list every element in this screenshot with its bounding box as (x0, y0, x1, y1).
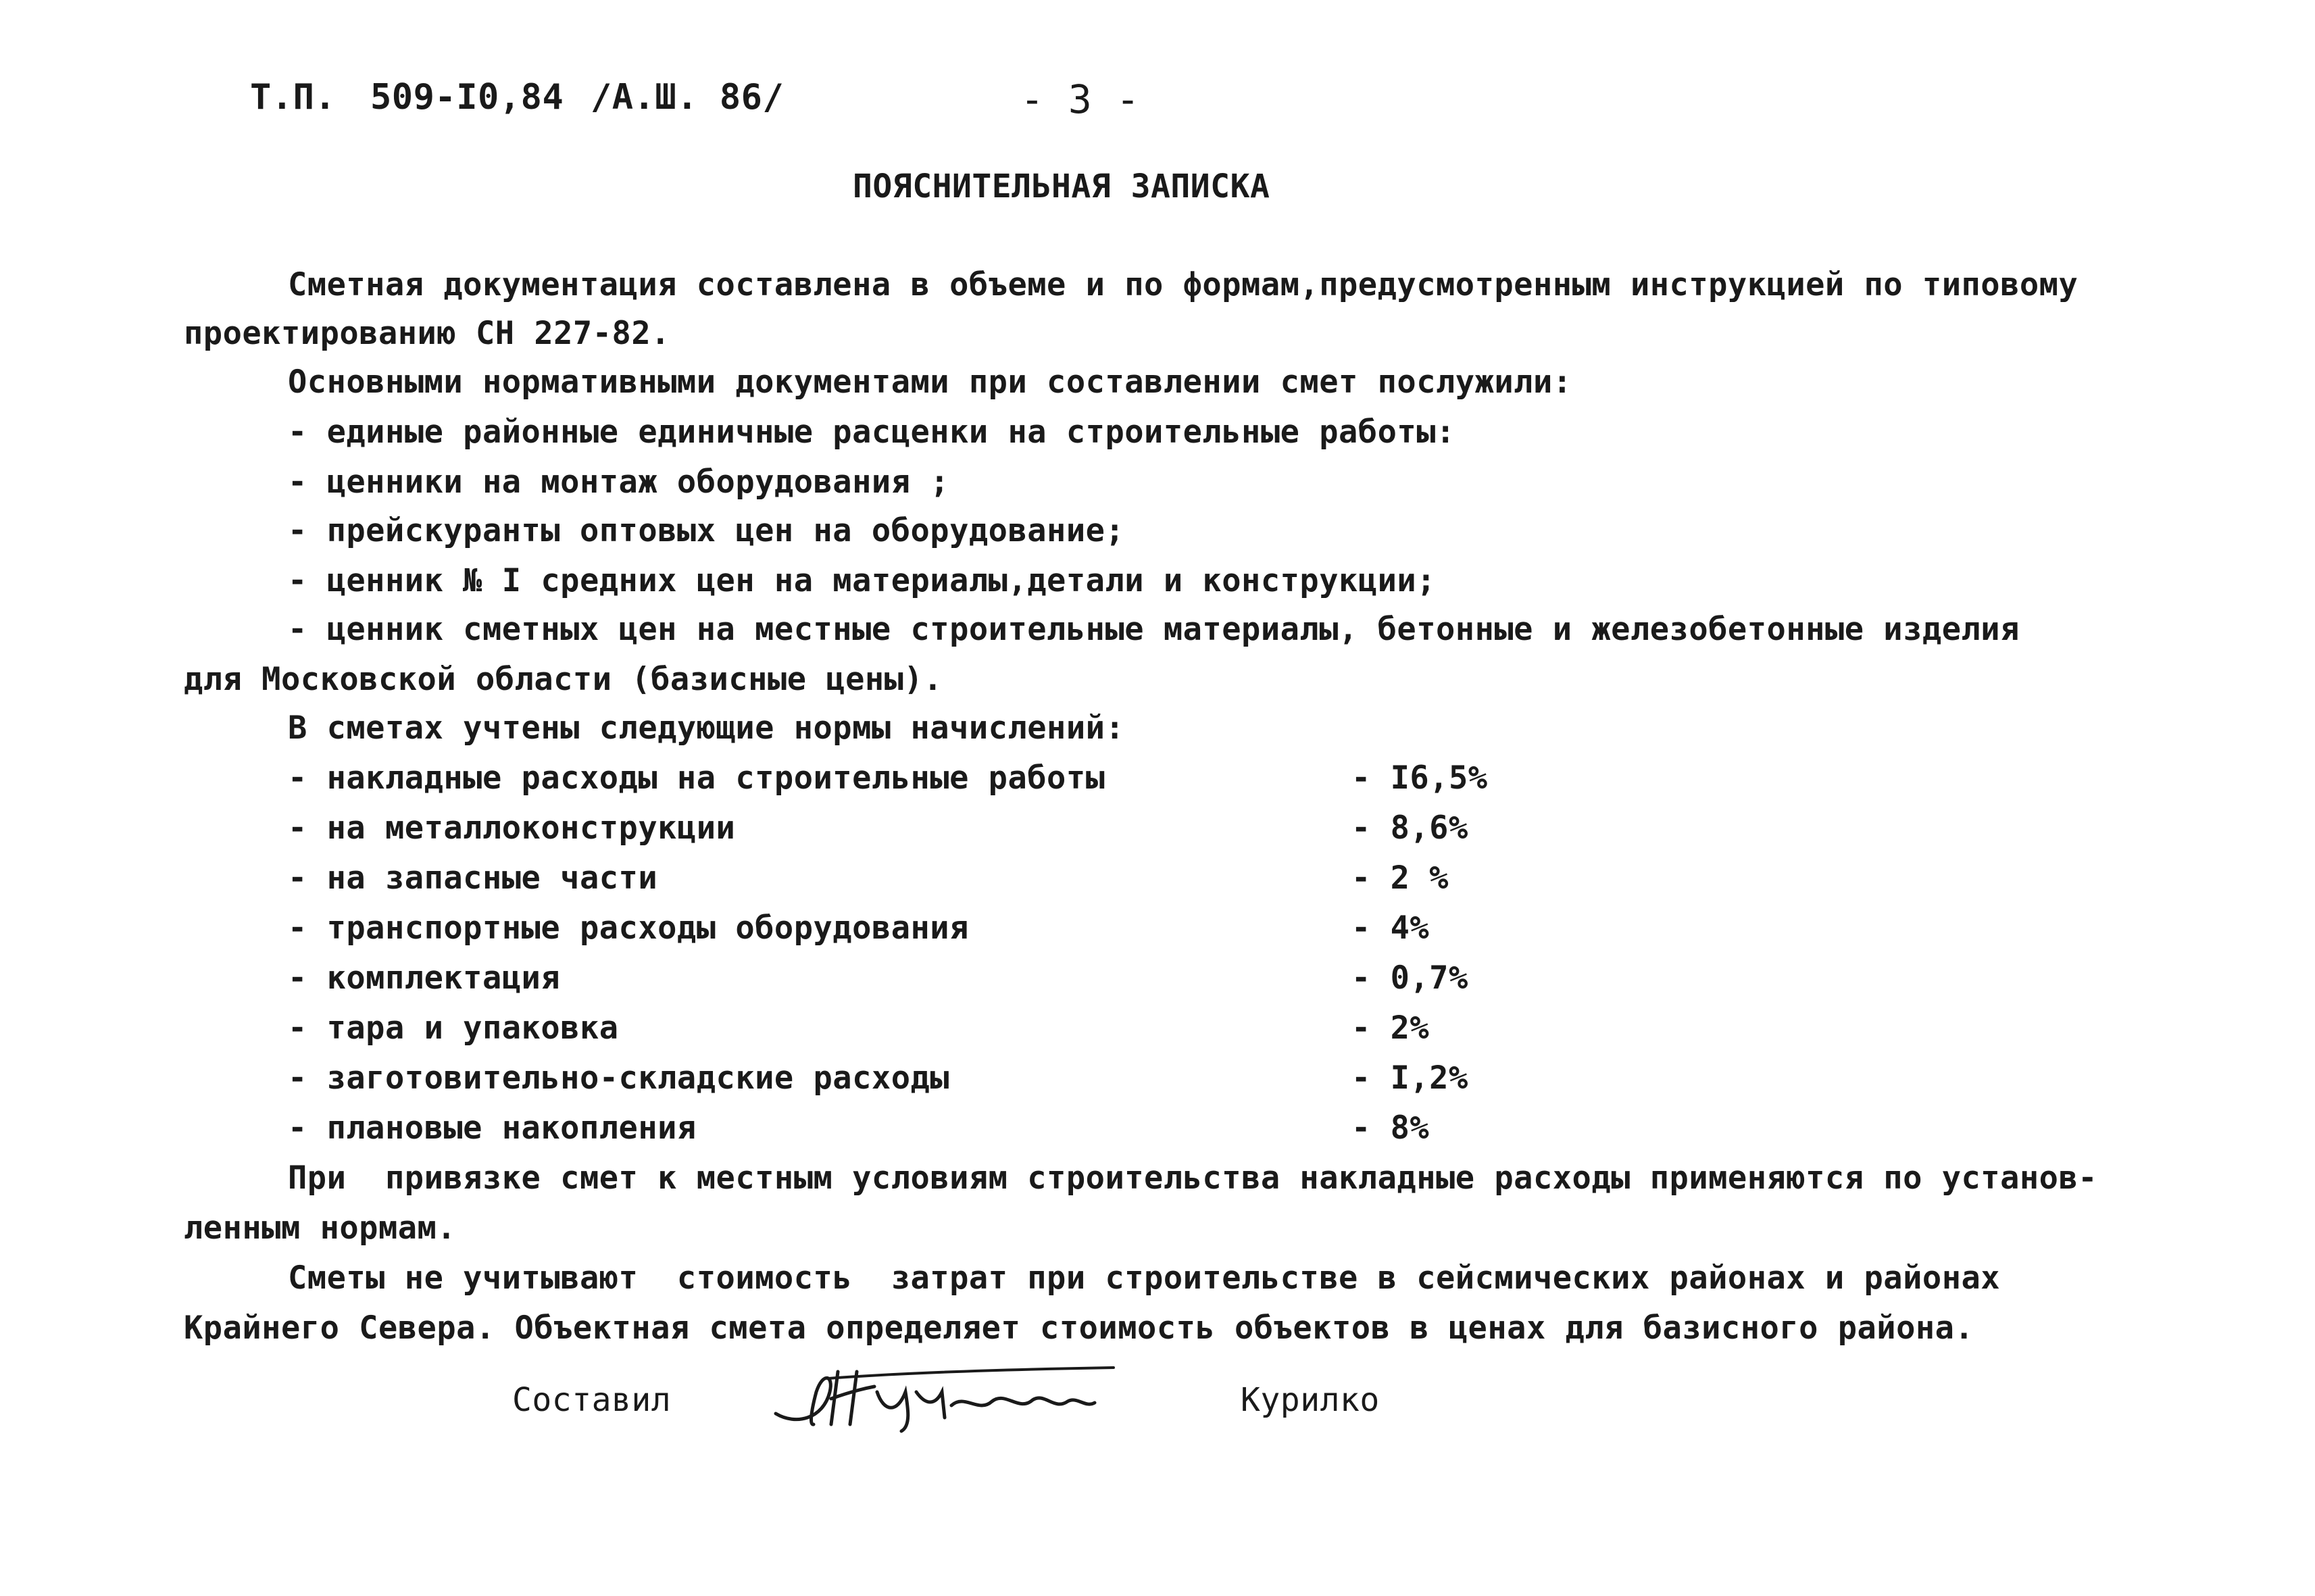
document-list-item: - прейскуранты оптовых цен на оборудование; (288, 512, 1125, 549)
compiled-by-label: Составил (512, 1381, 672, 1419)
document-list-item: - ценники на монтаж оборудования ; (288, 464, 950, 501)
rate-value: - 8,6% (1351, 809, 1468, 847)
compiler-name: Курилко (1241, 1381, 1380, 1419)
document-list-item-continuation: для Московской области (базисные цены). (184, 661, 943, 698)
rate-label: - тара и упаковка (288, 1009, 619, 1047)
paragraph-overhead-line-1: При привязке смет к местным условиям строительства накладные расходы применяются по установ- (288, 1159, 2098, 1197)
rate-value: - 2% (1351, 1009, 1430, 1047)
rate-value: - I6,5% (1351, 759, 1488, 797)
header-number: 509-I0,84 (370, 77, 564, 118)
rate-value: - 4% (1351, 909, 1430, 947)
rate-value: - 2 % (1351, 859, 1449, 897)
document-list-item: - единые районные единичные расценки на строительные работы: (288, 414, 1455, 451)
rate-label: - на металлоконструкции (288, 809, 736, 847)
page-number: - 3 - (1020, 76, 1141, 122)
document-title: ПОЯСНИТЕЛЬНАЯ ЗАПИСКА (853, 168, 1270, 205)
paragraph-rates-intro: В сметах учтены следующие нормы начислений: (288, 709, 1125, 747)
document-list-item: - ценник № I средних цен на материалы,детали и конструкции; (288, 562, 1436, 599)
paragraph-documents-intro: Основными нормативными документами при составлении смет послужили: (288, 364, 1572, 401)
paragraph-seismic-line-2: Крайнего Севера. Объектная смета определяет стоимость объектов в ценах для базисного района. (184, 1310, 1974, 1347)
document-list-item: - ценник сметных цен на местные строительные материалы, бетонные и железобетонные изделия (288, 611, 2020, 648)
paragraph-intro-line-2: проектированию СН 227-82. (184, 315, 670, 352)
rate-label: - транспортные расходы оборудования (288, 909, 969, 947)
rate-label: - накладные расходы на строительные работы (288, 759, 1105, 797)
rate-value: - 8% (1351, 1109, 1430, 1147)
paragraph-overhead-line-2: ленным нормам. (184, 1210, 457, 1247)
handwritten-signature (749, 1351, 1127, 1439)
rate-value: - 0,7% (1351, 959, 1468, 997)
rate-label: - заготовительно-складские расходы (288, 1059, 950, 1097)
rate-label: - плановые накопления (288, 1109, 697, 1147)
header-reference: /А.Ш. 86/ (591, 77, 785, 118)
header-code: Т.П. (250, 77, 337, 118)
paragraph-intro-line-1: Сметная документация составлена в объеме и по формам,предусмотренным инструкцией по типовому (288, 266, 2078, 303)
rate-value: - I,2% (1351, 1059, 1468, 1097)
rate-label: - на запасные части (288, 859, 658, 897)
rate-label: - комплектация (288, 959, 561, 997)
paragraph-seismic-line-1: Сметы не учитывают стоимость затрат при строительстве в сейсмических районах и районах (288, 1260, 2001, 1297)
